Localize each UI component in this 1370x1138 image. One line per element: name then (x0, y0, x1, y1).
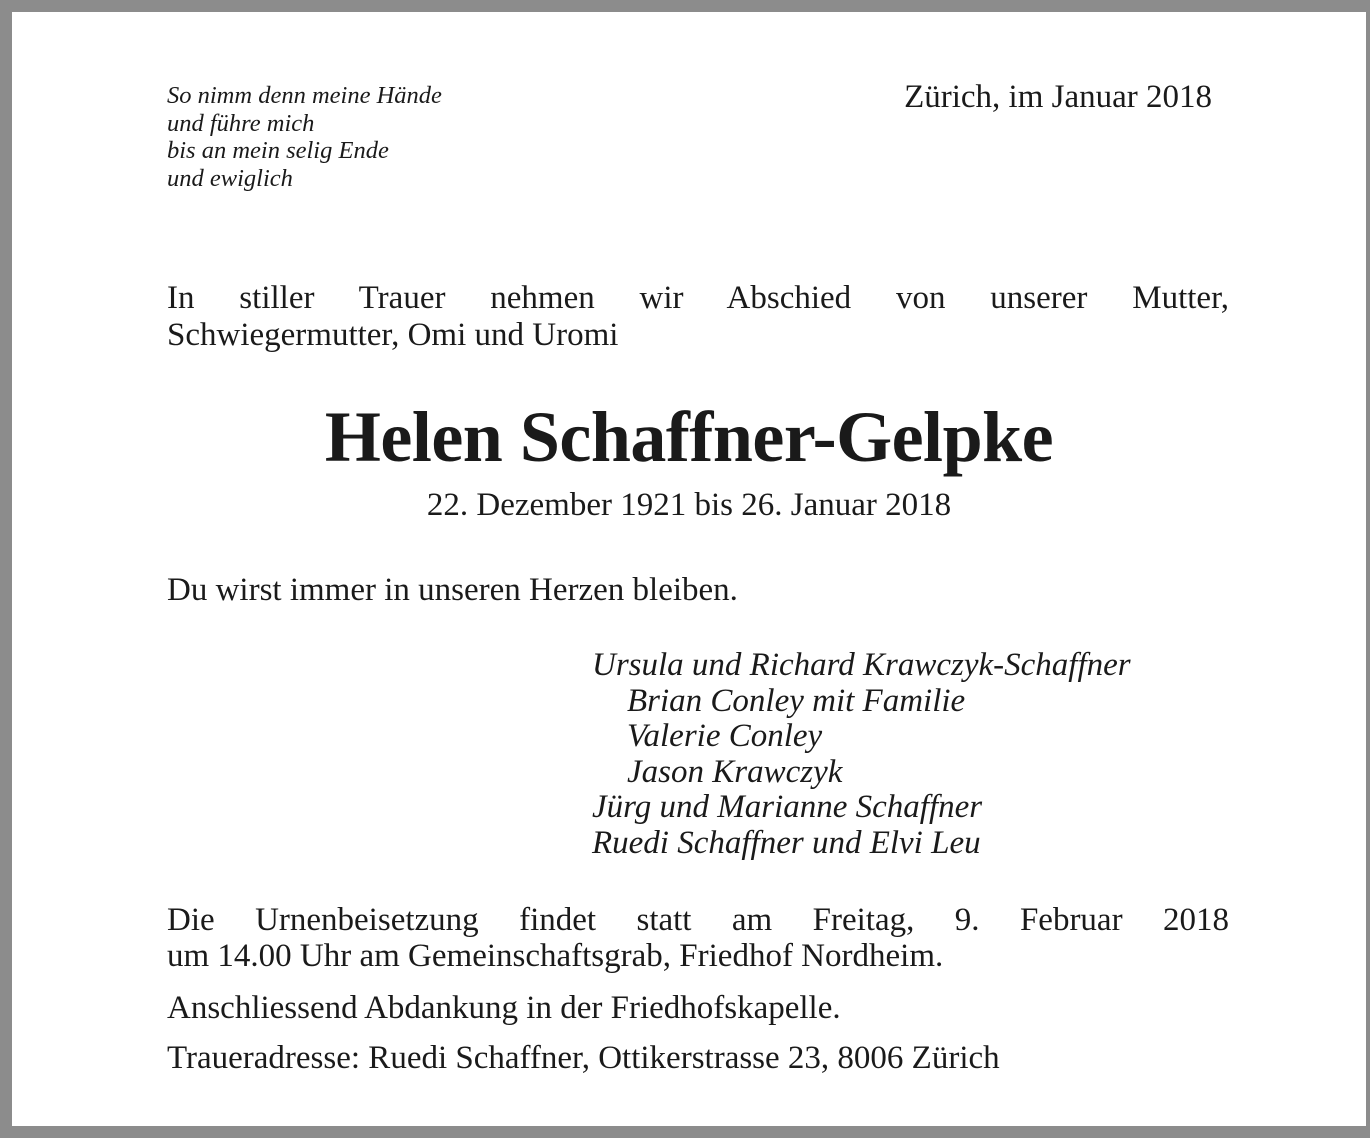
mourner: Brian Conley mit Familie (627, 682, 966, 719)
memorial-message: Du wirst immer in unseren Herzen bleiben. (167, 572, 738, 608)
ceremony-line: Die Urnenbeisetzung findet statt am Freitag, 9. Februar 2018 (167, 902, 1229, 938)
mourner: Jason Krawczyk (627, 753, 843, 790)
place-date: Zürich, im Januar 2018 (904, 79, 1212, 115)
verse-line: So nimm denn meine Hände (167, 82, 442, 109)
ceremony-info (167, 902, 1229, 974)
intro-line: In stiller Trauer nehmen wir Abschied von unserer Mutter, (167, 280, 1229, 316)
verse-line: bis an mein selig Ende (167, 137, 389, 164)
mourner: Ursula und Richard Krawczyk-Schaffner (592, 647, 1131, 683)
verse-line: und ewiglich (167, 164, 293, 192)
deceased-name: Helen Schaffner-Gelpke (324, 397, 1054, 477)
intro-line: Schwiegermutter, Omi und Uromi (167, 317, 619, 353)
verse-line: und führe mich (167, 109, 315, 137)
mourner: Valerie Conley (627, 718, 823, 754)
mourner: Ruedi Schaffner und Elvi Leu (592, 824, 981, 861)
mourner: Jürg und Marianne Schaffner (592, 789, 983, 825)
ceremony-line: um 14.00 Uhr am Gemeinschaftsgrab, Friedhof Nordheim. (167, 938, 944, 974)
mourners-list (592, 648, 1131, 861)
followup-info: Anschliessend Abdankung in der Friedhofskapelle. (167, 990, 841, 1026)
intro-text (167, 280, 1229, 354)
verse (167, 82, 442, 192)
mourning-address: Traueradresse: Ruedi Schaffner, Ottikerstrasse 23, 8006 Zürich (167, 1040, 1000, 1076)
lifespan: 22. Dezember 1921 bis 26. Januar 2018 (426, 487, 952, 523)
